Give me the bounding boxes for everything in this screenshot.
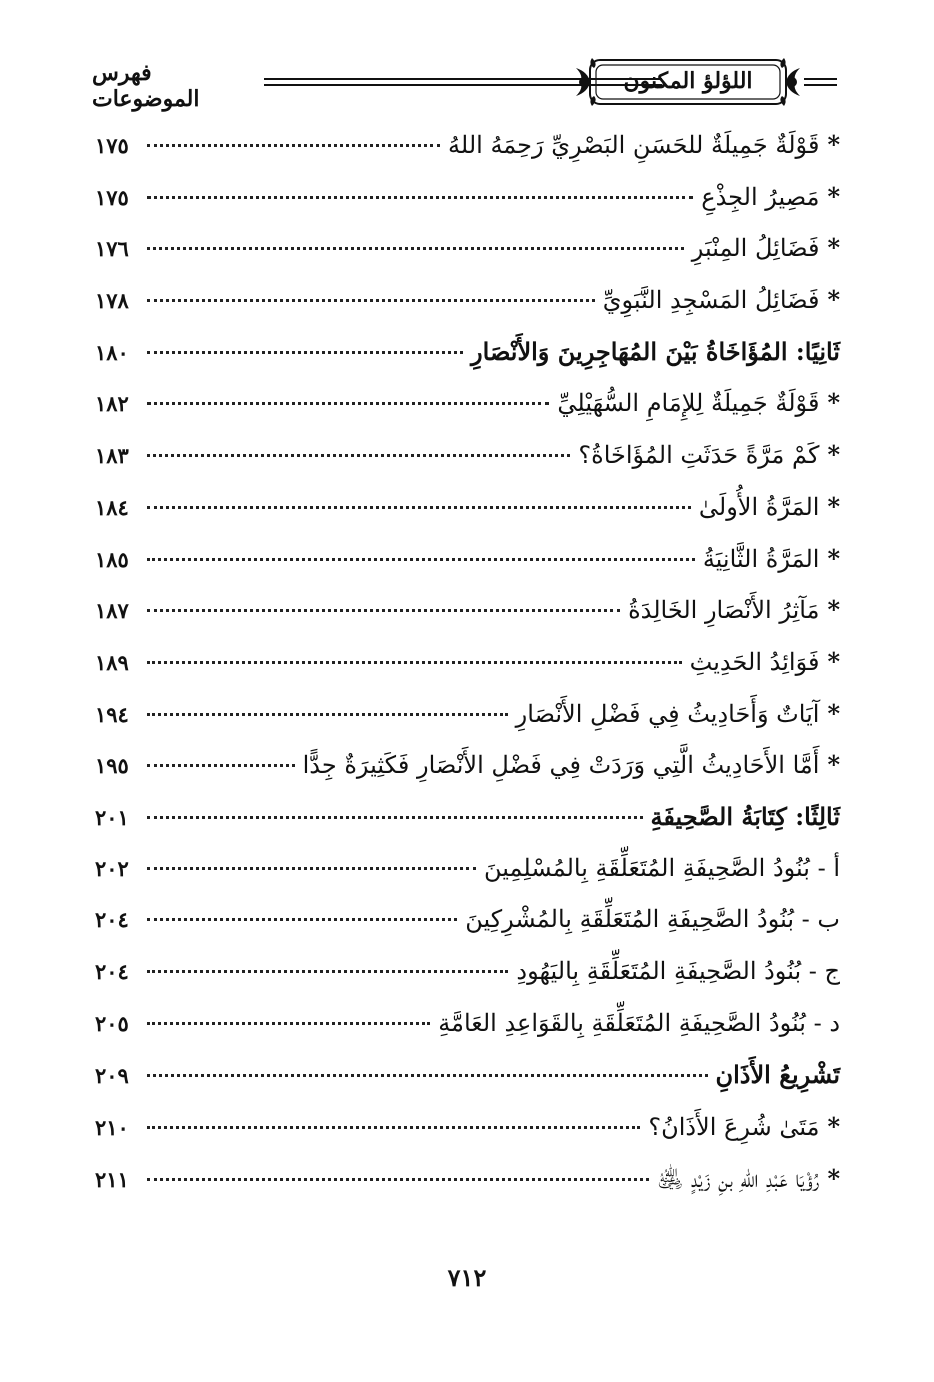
toc-entry[interactable] (95, 750, 840, 802)
toc-entry[interactable] (95, 233, 840, 285)
dot-leader (147, 558, 695, 561)
entry-bullet: * (827, 1112, 840, 1142)
table-of-contents (95, 130, 840, 1215)
dot-leader (147, 1022, 430, 1025)
entry-title: ج - بُنُودُ الصَّحِيفَةِ المُتَعَلِّقَةِ بِاليَهُودِ (516, 957, 840, 985)
header-rule-right (804, 78, 837, 86)
entry-page-number: ٢٠٩ (95, 1063, 129, 1089)
entry-page-number: ١٨٥ (95, 546, 129, 572)
dot-leader (147, 713, 508, 716)
entry-page-number: ١٧٥ (95, 184, 129, 210)
toc-entry[interactable] (95, 854, 840, 906)
entry-title: قَوْلَةٌ جَمِيلَةٌ للحَسَنِ البَصْرِيِّ رَحِمَهُ اللهُ (448, 131, 820, 159)
dot-leader (147, 454, 570, 457)
entry-bullet: * (827, 750, 840, 780)
entry-page-number: ١٧٥ (95, 133, 129, 158)
entry-page-number: ١٨٧ (95, 598, 129, 624)
dot-leader (147, 918, 457, 921)
dot-leader (147, 247, 684, 250)
entry-bullet: * (827, 646, 840, 676)
header-title-frame (574, 54, 802, 110)
entry-bullet: * (827, 233, 840, 263)
entry-title: آيَاتٌ وَأَحَادِيثُ فِي فَضْلِ الأَنْصَارِ (515, 699, 820, 728)
toc-section-heading[interactable] (95, 1060, 840, 1112)
entry-page-number: ١٨٢ (95, 391, 129, 417)
toc-section-heading[interactable] (95, 802, 840, 854)
entry-title: فَضَائِلُ المِنْبَرِ (691, 234, 820, 263)
entry-title: ب - بُنُودُ الصَّحِيفَةِ المُتَعَلِّقَةِ بِالمُشْرِكِينَ (465, 905, 840, 934)
toc-entry[interactable] (95, 388, 840, 440)
dot-leader (147, 1074, 708, 1077)
entry-title: قَوْلَةٌ جَمِيلَةٌ لِلإِمَامِ السُّهَيْلِيِّ (557, 389, 820, 418)
entry-bullet: * (827, 285, 840, 315)
entry-page-number: ١٩٥ (95, 753, 129, 779)
entry-page-number: ١٨٩ (95, 649, 129, 675)
toc-entry[interactable] (95, 440, 840, 492)
entry-bullet: * (827, 181, 840, 211)
entry-bullet: * (827, 440, 840, 470)
toc-section-heading[interactable] (95, 337, 840, 389)
dot-leader (147, 299, 595, 302)
dot-leader (147, 402, 549, 405)
toc-entry[interactable] (95, 905, 840, 957)
dot-leader (147, 144, 440, 147)
entry-page-number: ٢١٠ (95, 1115, 129, 1141)
dot-leader (147, 196, 693, 199)
toc-entry[interactable] (95, 130, 840, 182)
toc-entry[interactable] (95, 647, 840, 699)
toc-entry[interactable] (95, 182, 840, 234)
entry-page-number: ١٧٦ (95, 236, 129, 262)
dot-leader (147, 609, 620, 612)
toc-entry[interactable] (95, 699, 840, 751)
dot-leader (147, 816, 643, 819)
entry-title: مَصِيرُ الجِذْعِ (701, 182, 820, 211)
entry-title: فَضَائِلُ المَسْجِدِ النَّبَوِيِّ (602, 286, 820, 315)
toc-entry[interactable] (95, 492, 840, 544)
book-title: اللؤلؤ المكنون (623, 68, 753, 94)
section-title: ثَالِثًا: كِتَابَةُ الصَّحِيفَةِ (650, 801, 840, 831)
page-number: ٧١٢ (447, 1263, 487, 1292)
entry-title: فَوَائِدُ الحَدِيثِ (689, 647, 820, 676)
toc-entry[interactable] (95, 1112, 840, 1164)
section-title: تَشْرِيعُ الأَذَانِ (715, 1060, 840, 1090)
entry-page-number: ١٨٠ (95, 339, 129, 365)
entry-title: المَرَّةُ الأُولَىٰ (698, 492, 820, 521)
entry-title: المَرَّةُ الثَّانِيَةُ (702, 544, 820, 573)
entry-title: مَآثِرُ الأَنْصَارِ الخَالِدَةُ (628, 596, 820, 625)
toc-entry[interactable] (95, 1009, 840, 1061)
entry-page-number: ٢١١ (95, 1166, 129, 1192)
entry-page-number: ١٨٤ (95, 494, 129, 520)
dot-leader (147, 867, 476, 870)
running-header (92, 50, 837, 112)
entry-bullet: * (827, 698, 840, 728)
entry-bullet: * (827, 388, 840, 418)
entry-title: كَمْ مَرَّةً حَدَثَتِ المُؤَاخَاةُ؟ (578, 441, 820, 470)
entry-title: رُؤْيَا عَبْدِ اللهِ بنِ زَيْدٍ ﵁ (657, 1164, 820, 1193)
toc-entry[interactable] (95, 1164, 840, 1216)
entry-page-number: ١٧٨ (95, 288, 129, 314)
entry-title: أَمَّا الأَحَادِيثُ الَّتِي وَرَدَتْ فِي فَضْلِ الأَنْصَارِ فَكَثِيرَةٌ جِدًّا (302, 751, 820, 780)
toc-entry[interactable] (95, 544, 840, 596)
dot-leader (147, 1126, 640, 1129)
toc-entry[interactable] (95, 595, 840, 647)
entry-page-number: ٢٠٢ (95, 855, 129, 881)
entry-title: د - بُنُودُ الصَّحِيفَةِ المُتَعَلِّقَةِ بِالقَوَاعِدِ العَامَّةِ (438, 1008, 840, 1037)
entry-page-number: ٢٠٤ (95, 907, 129, 933)
entry-bullet: * (827, 491, 840, 521)
header-section-title: فهرس الموضوعات (92, 60, 200, 112)
entry-page-number: ٢٠٤ (95, 959, 129, 984)
entry-bullet: * (827, 130, 840, 159)
dot-leader (147, 661, 682, 664)
entry-bullet: * (827, 595, 840, 625)
dot-leader (147, 506, 691, 509)
entry-bullet: * (827, 1163, 840, 1193)
toc-entry[interactable] (95, 957, 840, 1009)
entry-page-number: ١٩٤ (95, 701, 129, 727)
dot-leader (147, 351, 463, 354)
section-title: ثَانِيًا: المُؤَاخَاةُ بَيْنَ المُهَاجِرِينَ وَالأَنْصَارِ (471, 336, 840, 366)
toc-entry[interactable] (95, 285, 840, 337)
entry-page-number: ٢٠١ (95, 804, 129, 830)
entry-page-number: ١٨٣ (95, 443, 129, 469)
entry-page-number: ٢٠٥ (95, 1010, 129, 1036)
dot-leader (147, 764, 295, 767)
dot-leader (147, 1178, 649, 1181)
entry-bullet: * (827, 543, 840, 573)
dot-leader (147, 970, 508, 973)
entry-title: أ - بُنُودُ الصَّحِيفَةِ المُتَعَلِّقَةِ بِالمُسْلِمِينَ (483, 853, 840, 882)
entry-title: مَتَىٰ شُرِعَ الأَذَانُ؟ (648, 1113, 820, 1142)
